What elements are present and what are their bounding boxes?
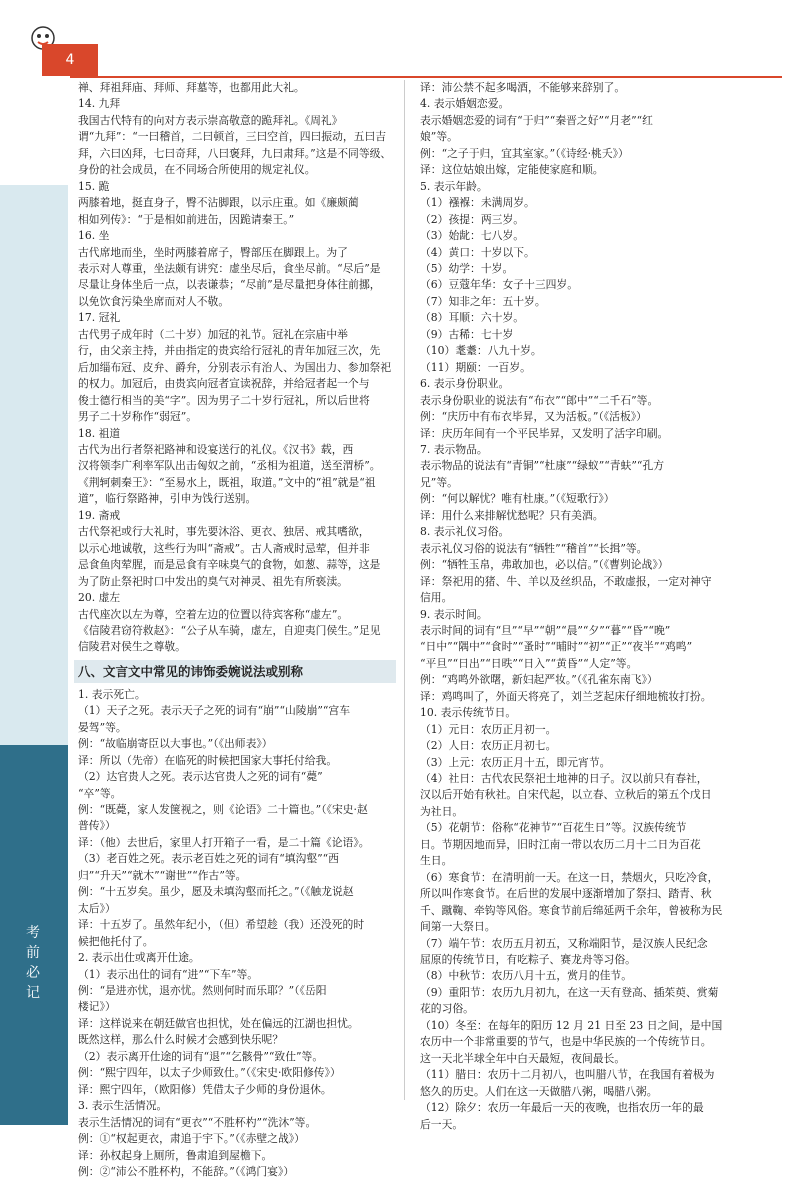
text-line: （2）人日：农历正月初七。 bbox=[420, 739, 557, 753]
text-line: 例：“是进亦忧，退亦忧。然则何时而乐耶？”（《岳阳 bbox=[78, 984, 327, 998]
text-line: （1）襁褓：未满周岁。 bbox=[420, 196, 535, 210]
text-line: 禅、拜祖拜庙、拜师、拜墓等，也都用此大礼。 bbox=[78, 81, 305, 94]
text-line: 例：“故临崩寄臣以大事也。”（《出师表》） bbox=[78, 737, 273, 751]
text-line: 我国古代特有的向对方表示崇高敬意的跪拜礼。《周礼》 bbox=[78, 113, 343, 127]
text-line: 后加缁布冠、皮弁、爵弁，分别表示有治人、为国出力、参加祭祀 bbox=[78, 360, 392, 374]
text-line: 兄”等。 bbox=[420, 475, 458, 489]
text-line: 4. 表示婚姻恋爱。 bbox=[420, 97, 510, 111]
text-line: “日中”“隅中”“食时”“蚤时”“晡时”“初”“正”“夜半”“鸡鸣” bbox=[420, 640, 693, 654]
text-line: 译：用什么来排解忧愁呢？只有美酒。 bbox=[420, 508, 604, 522]
text-line: （6）豆蔻年华：女子十三四岁。 bbox=[420, 278, 579, 292]
text-line: 古代男子成年时（二十岁）加冠的礼节。冠礼在宗庙中举 bbox=[78, 327, 348, 341]
text-line: 花的习俗。 bbox=[420, 1002, 474, 1016]
text-line: 表示生活情况的词有“更衣”“不胜杯杓”“洗沐”等。 bbox=[78, 1115, 317, 1129]
text-line: 太后》） bbox=[78, 901, 116, 915]
text-line: （12）除夕：农历一年最后一天的夜晚，也指农历一年的最 bbox=[420, 1101, 704, 1115]
text-line: （1）天子之死。表示天子之死的词有“崩”“山陵崩”“宫车 bbox=[78, 704, 350, 718]
text-line: 这一天北半球全年中白天最短，夜间最长。 bbox=[420, 1051, 626, 1065]
text-line: 18. 祖道 bbox=[78, 426, 121, 440]
text-line: 表示物品的说法有“青铜”“杜康”“绿蚁”“青蚨”“孔方 bbox=[420, 459, 665, 473]
text-line: 谓“九拜”：“一曰稽首，二曰顿首，三曰空首，四曰振动，五曰吉 bbox=[78, 130, 387, 144]
text-line: （3）始龀：七八岁。 bbox=[420, 229, 525, 243]
text-line: （5）花朝节：俗称“花神节”“百花生日”等。汉族传统节 bbox=[420, 821, 687, 835]
sidebar bbox=[0, 185, 68, 1125]
text-line: 译：沛公禁不起多喝酒，不能够来辞别了。 bbox=[420, 81, 626, 94]
text-line: 20. 虚左 bbox=[78, 591, 121, 605]
text-line: 悠久的历史。人们在这一天做腊八粥，喝腊八粥。 bbox=[420, 1084, 658, 1098]
page-number: 4 bbox=[42, 44, 98, 76]
text-line: （2）达官贵人之死。表示达官贵人之死的词有“薨” bbox=[78, 770, 323, 784]
text-line: 娘”等。 bbox=[420, 130, 458, 144]
text-line: 屈原的传统节日，有吃粽子、赛龙舟等习俗。 bbox=[420, 953, 636, 967]
text-line: （8）中秋节：农历八月十五，赏月的佳节。 bbox=[420, 969, 633, 983]
text-line: 例：②“沛公不胜杯杓，不能辞。”（《鸿门宴》） bbox=[78, 1165, 295, 1178]
text-line: 千、蹴鞠、牵钩等风俗。寒食节前后绵延两千余年，曾被称为民 bbox=[420, 903, 723, 917]
text-line: 19. 斋戒 bbox=[78, 508, 121, 522]
text-line: 6. 表示身份职业。 bbox=[420, 377, 510, 391]
text-line: （10）冬至：在每年的阳历 12 月 21 日至 23 日之间，是中国 bbox=[420, 1018, 723, 1032]
text-line: 例：“之子于归，宜其室家。”（《诗经·桃夭》） bbox=[420, 146, 629, 160]
text-line: 以示心地诚敬，这些行为叫“斋戒”。古人斋戒时忌荤，但并非 bbox=[78, 541, 370, 555]
text-line: 例：“何以解忧？唯有杜康。”（《短歌行》） bbox=[420, 492, 615, 506]
text-line: 古代席地而坐，坐时两膝着席子，臀部压在脚跟上。为了 bbox=[78, 245, 348, 259]
text-line: 17. 冠礼 bbox=[78, 311, 121, 325]
text-line: 信用。 bbox=[420, 591, 453, 605]
text-line: 两膝着地，挺直身子，臀不沾脚跟，以示庄重。如《廉颇蔺 bbox=[78, 196, 359, 210]
column-divider bbox=[404, 80, 405, 1100]
text-line: 译：孙权起身上厕所，鲁肃追到屋檐下。 bbox=[78, 1148, 273, 1162]
text-line: 间第一大祭日。 bbox=[420, 920, 496, 934]
text-line: 相如列传》：“于是相如前进缶，因跪请秦王。” bbox=[78, 212, 295, 226]
text-line: 例：“十五岁矣。虽少，愿及未填沟壑而托之。”（《触龙说赵 bbox=[78, 885, 354, 899]
text-line: 表示婚姻恋爱的词有“于归”“秦晋之好”“月老”“红 bbox=[420, 113, 653, 127]
text-line: 日。节期因地而异，旧时江南一带以农历二月十二日为百花 bbox=[420, 837, 701, 851]
text-line: 译：熙宁四年，（欧阳修）凭借太子少师的身份退休。 bbox=[78, 1082, 332, 1096]
right-column bbox=[420, 80, 770, 1133]
text-line: 例：“鸡鸣外欲曙，新妇起严妆。”（《孔雀东南飞》） bbox=[420, 673, 658, 687]
text-line: 7. 表示物品。 bbox=[420, 442, 488, 456]
text-line: 晏驾”等。 bbox=[78, 720, 127, 734]
text-line: （10）耄耋：八九十岁。 bbox=[420, 344, 542, 358]
text-line: 9. 表示时间。 bbox=[420, 607, 488, 621]
text-line: 8. 表示礼仪习俗。 bbox=[420, 525, 510, 539]
text-line: 候把他托付了。 bbox=[78, 934, 154, 948]
text-line: 古代座次以左为尊，空着左边的位置以待宾客称“虚左”。 bbox=[78, 607, 349, 621]
text-line: （8）耳顺：六十岁。 bbox=[420, 311, 525, 325]
text-line: “卒”等。 bbox=[78, 786, 122, 800]
text-line: 译：这样说来在朝廷做官也担忧，处在偏远的江湖也担忧。 bbox=[78, 1016, 359, 1030]
text-line: 汉将领李广利率军队出击匈奴之前，“丞相为祖道，送至渭桥”。 bbox=[78, 459, 381, 473]
text-line: （4）黄口：十岁以下。 bbox=[420, 245, 535, 259]
text-line: 表示礼仪习俗的说法有“牺牲”“稽首”“长揖”等。 bbox=[420, 541, 648, 555]
text-line: （6）寒食节：在清明前一天。在这一日，禁烟火，只吃冷食， bbox=[420, 870, 719, 884]
text-line: （7）知非之年：五十岁。 bbox=[420, 294, 546, 308]
text-line: （4）社日：古代农民祭祀土地神的日子。汉以前只有春社， bbox=[420, 772, 708, 786]
text-line: 14. 九拜 bbox=[78, 97, 121, 111]
text-line: 既然这样，那么什么时候才会感到快乐呢？ bbox=[78, 1033, 284, 1047]
text-line: 例：①“权起更衣，肃追于宇下。”（《赤壁之战》） bbox=[78, 1132, 305, 1146]
text-line: （11）期颐：一百岁。 bbox=[420, 360, 531, 374]
text-line: 译：十五岁了。虽然年纪小，（但）希望趁（我）还没死的时 bbox=[78, 918, 365, 932]
text-line: 15. 跪 bbox=[78, 179, 110, 193]
text-line: 10. 表示传统节日。 bbox=[420, 706, 517, 720]
text-line: （1）元日：农历正月初一。 bbox=[420, 722, 557, 736]
text-line: 楼记》） bbox=[78, 1000, 116, 1014]
text-line: （1）表示出仕的词有“进”“下车”等。 bbox=[78, 967, 259, 981]
text-line: 普传》） bbox=[78, 819, 116, 833]
text-line: 农历中一个非常重要的节气，也是中华民族的一个传统节日。 bbox=[420, 1035, 712, 1049]
text-line: 信陵君对侯生之尊敬。 bbox=[78, 640, 186, 654]
text-line: 《荆轲刺秦王》：“至易水上，既祖，取道。”文中的“祖”就是“祖 bbox=[78, 475, 376, 489]
text-line: 为社日。 bbox=[420, 804, 464, 818]
text-line: （9）重阳节：农历九月初九，在这一天有登高、插茱萸、赏菊 bbox=[420, 985, 719, 999]
text-line: 2. 表示出仕或离开仕途。 bbox=[78, 951, 200, 965]
text-line: 以免饮食污染坐席而对人不敬。 bbox=[78, 294, 230, 308]
text-line: 为了防止祭祀时口中发出的臭气对神灵、祖先有所亵渎。 bbox=[78, 574, 348, 588]
text-line: 例：“庆历中有布衣毕昇，又为活板。”（《活板》） bbox=[420, 410, 647, 424]
text-line: 古代祭祀或行大礼时，事先要沐浴、更衣、独居、戒其嗜欲， bbox=[78, 525, 370, 539]
text-line: 译：这位姑娘出嫁，定能使家庭和顺。 bbox=[420, 163, 604, 177]
text-line: 表示时间的词有“旦”“早”“朝”“晨”“夕”“暮”“昏”“晚” bbox=[420, 623, 671, 637]
text-line: 表示对人尊重，坐法颇有讲究：虚坐尽后，食坐尽前。“尽后”是 bbox=[78, 261, 381, 275]
text-line: 生日。 bbox=[420, 854, 453, 868]
text-line: 古代为出行者祭祀路神和设宴送行的礼仪。《汉书》载，西 bbox=[78, 442, 354, 456]
text-line: 男子二十岁称作“弱冠”。 bbox=[78, 410, 198, 424]
text-line: 1. 表示死亡。 bbox=[78, 687, 146, 701]
text-line: 所以叫作寒食节。在后世的发展中逐渐增加了祭扫、踏青、秋 bbox=[420, 887, 712, 901]
text-line: 的权力。加冠后，由贵宾向冠者宣读祝辞，并给冠者起一个与 bbox=[78, 377, 370, 391]
text-line: 拜，六曰凶拜，七曰奇拜，八曰褒拜，九曰肃拜。”这是不同等级、 bbox=[78, 146, 392, 160]
text-line: 译：祭祀用的猪、牛、羊以及丝织品，不敢虚报，一定对神守 bbox=[420, 574, 712, 588]
text-line: 行，由父亲主持，并由指定的贵宾给行冠礼的青年加冠三次，先 bbox=[78, 344, 381, 358]
text-line: 译：所以（先帝）在临死的时候把国家大事托付给我。 bbox=[78, 753, 338, 767]
text-line: 尽量让身体坐后一点，以表谦恭；“尽前”是尽量把身体往前挪， bbox=[78, 278, 381, 292]
text-line: 表示身份职业的说法有“布衣”“郎中”“二千石”等。 bbox=[420, 393, 659, 407]
text-line: （3）老百姓之死。表示老百姓之死的词有“填沟壑”“西 bbox=[78, 852, 339, 866]
text-line: 例：“既薨，家人发箧视之，则《论语》二十篇也。”（《宋史·赵 bbox=[78, 803, 368, 817]
left-column bbox=[78, 80, 396, 1180]
text-line: 译：鸡鸣叫了，外面天将亮了，刘兰芝起床仔细地梳妆打扮。 bbox=[420, 689, 712, 703]
text-line: 归”“升天”“就木”“谢世”“作古”等。 bbox=[78, 868, 247, 882]
text-line: 身份的社会成员，在不同场合所使用的规定礼仪。 bbox=[78, 163, 316, 177]
text-line: 后一天。 bbox=[420, 1117, 464, 1131]
text-line: 3. 表示生活情况。 bbox=[78, 1099, 168, 1113]
header-rule bbox=[70, 76, 782, 78]
text-line: 例：“熙宁四年，以太子少师致仕。”（《宋史·欧阳修传》） bbox=[78, 1066, 341, 1080]
text-line: 道”，临行祭路神，引申为饯行送别。 bbox=[78, 492, 257, 506]
text-line: （9）古稀：七十岁 bbox=[420, 327, 514, 341]
text-line: 例：“牺牲玉帛，弗敢加也，必以信。”（《曹刿论战》） bbox=[420, 558, 669, 572]
text-line: （5）幼学：十岁。 bbox=[420, 261, 514, 275]
section-title: 八、文言文中常见的讳饰委婉说法或别称 bbox=[74, 660, 396, 683]
text-line: 5. 表示年龄。 bbox=[420, 179, 488, 193]
text-line: 《信陵君窃符救赵》：“公子从车骑，虚左，自迎夷门侯生。”足见 bbox=[78, 623, 381, 637]
text-line: 忌食鱼肉荤腥，而是忌食有辛味臭气的食物，如葱、蒜等，这是 bbox=[78, 558, 381, 572]
text-line: （2）表示离开仕途的词有“退”“乞骸骨”“致仕”等。 bbox=[78, 1049, 324, 1063]
text-line: 译：庆历年间有一个平民毕昇，又发明了活字印刷。 bbox=[420, 426, 669, 440]
text-line: （2）孩提：两三岁。 bbox=[420, 212, 525, 226]
text-line: 汉以后开始有秋社。自宋代起，以立春、立秋后的第五个戊日 bbox=[420, 788, 712, 802]
text-line: （7）端午节：农历五月初五，又称端阳节，是汉族人民纪念 bbox=[420, 936, 708, 950]
text-line: 译：（他）去世后，家里人打开箱子一看，是二十篇《论语》。 bbox=[78, 835, 370, 849]
text-line: 俊士德行相当的美“字”。因为男子二十岁行冠礼，所以后世将 bbox=[78, 393, 370, 407]
text-line: 16. 坐 bbox=[78, 229, 110, 243]
text-line: “平旦”“日出”“日昳”“日入”“黄昏”“人定”等。 bbox=[420, 656, 638, 670]
sidebar-label: 考前必记 bbox=[26, 925, 40, 1001]
text-line: （3）上元：农历正月十五，即元宵节。 bbox=[420, 755, 611, 769]
text-line: （11）腊日：农历十二月初八，也叫腊八节，在我国有着极为 bbox=[420, 1068, 715, 1082]
